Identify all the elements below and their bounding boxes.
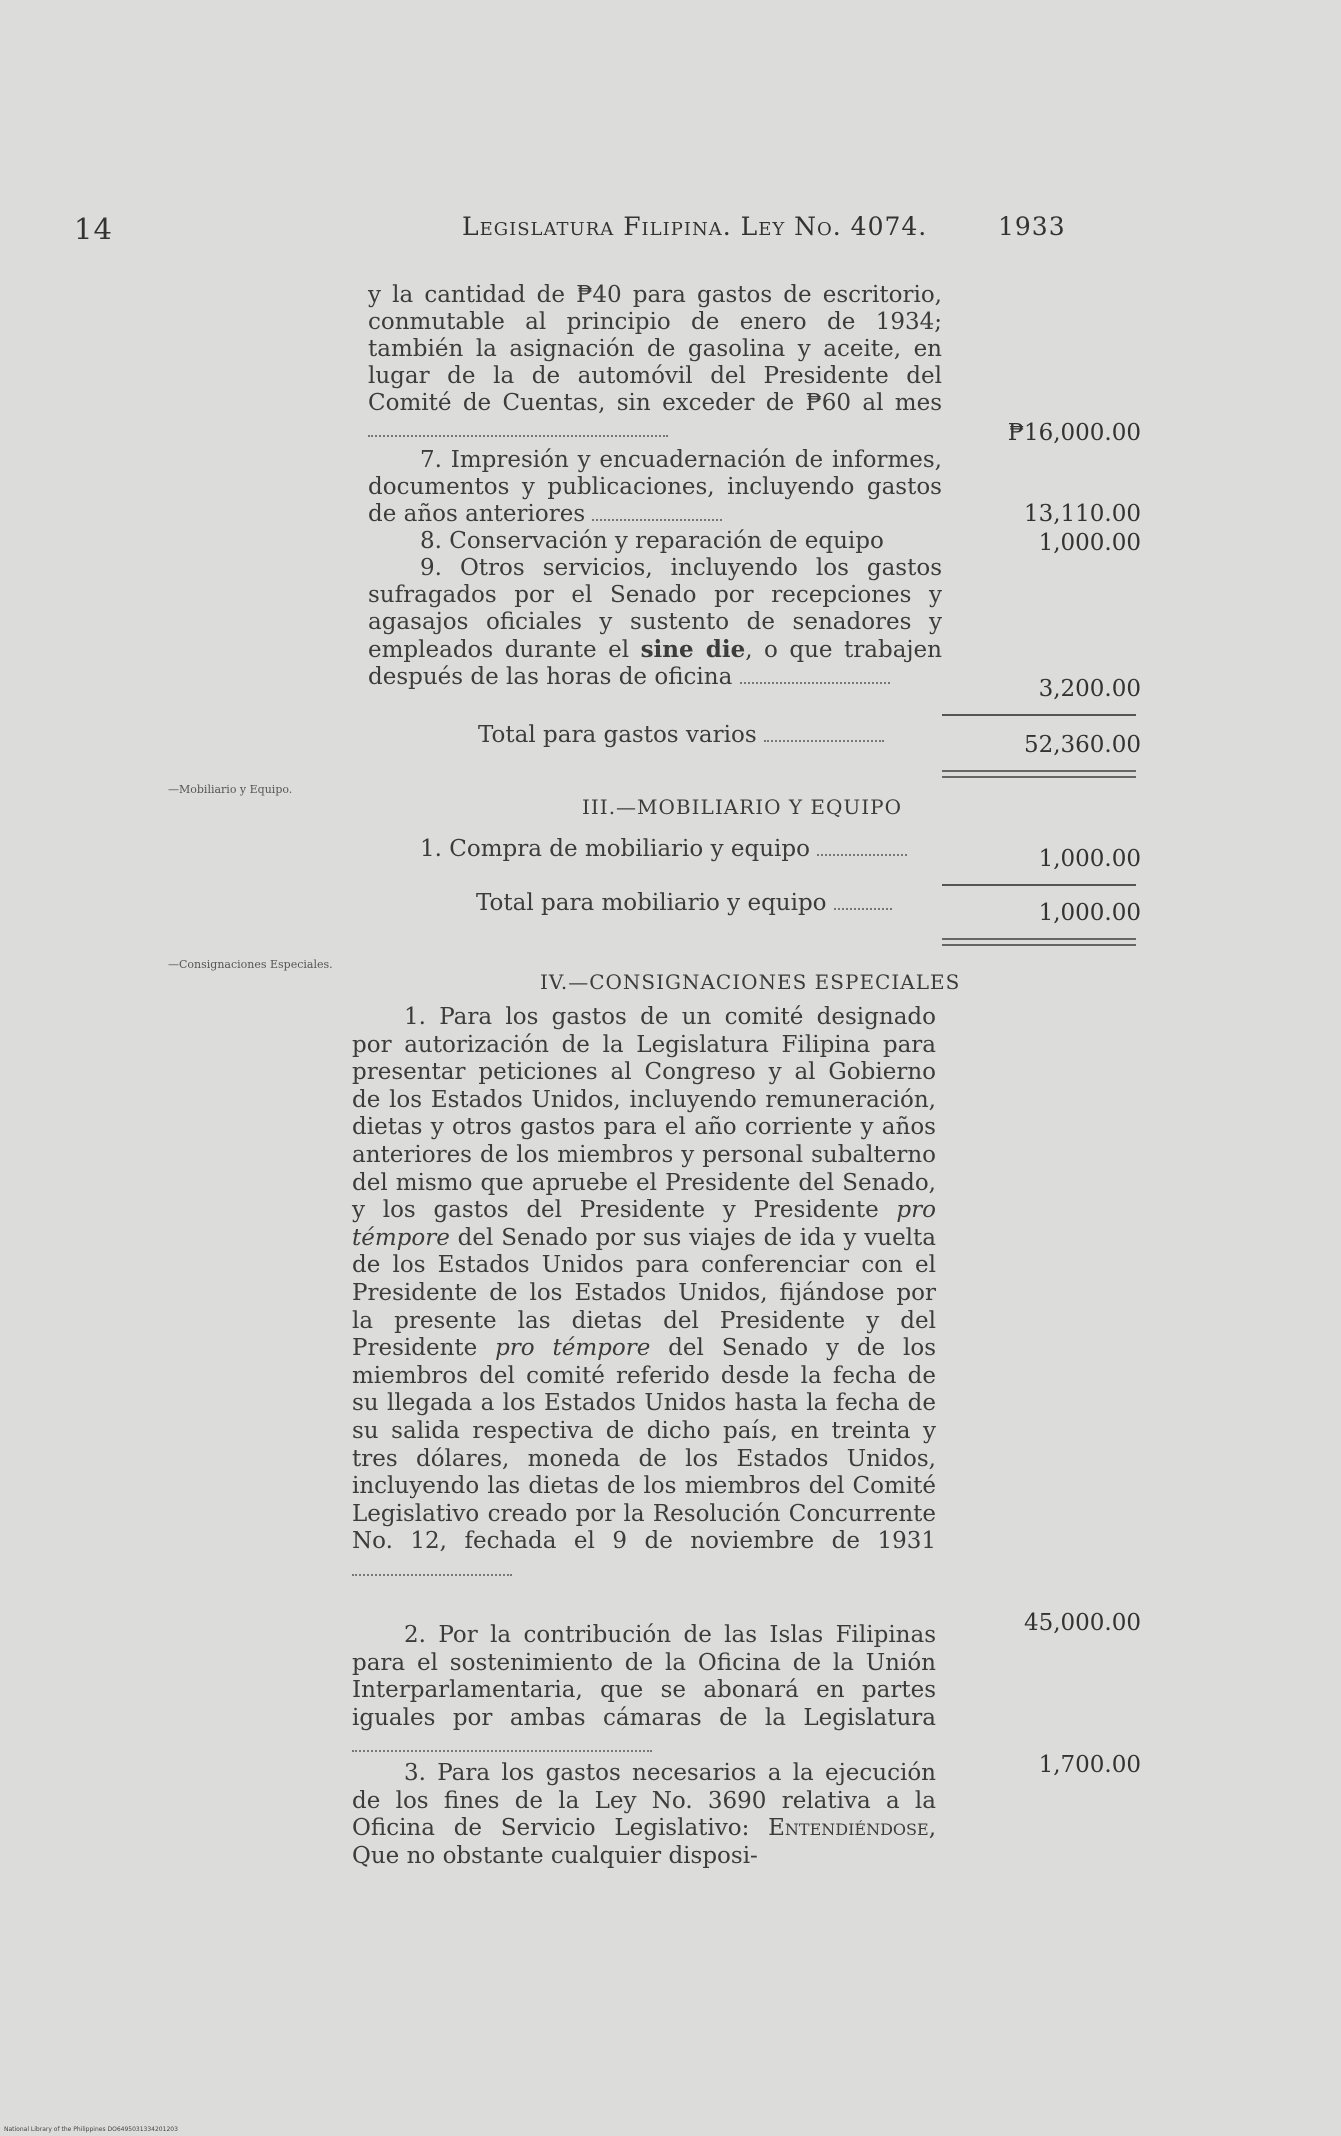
section-3-total [476,890,892,916]
total-varios-amount: 52,360.00 [1023,732,1141,758]
item-9-amount: 3,200.00 [1038,676,1141,702]
item-9-bold: sine die [640,636,746,663]
section-4-item-3-text-a: 3. Para los gastos necesarios a la ejecución de los fines de la Ley No. 3690 relativa a la Oficina de Servicio Legislativo: [352,1760,936,1842]
total-varios-label [478,722,884,748]
section-3-item-1-text: 1. Compra de mobiliario y equipo [420,836,810,862]
leader-dots [740,682,890,684]
item-7 [368,447,942,528]
section-4-item-3 [352,1760,936,1870]
section-4-heading: IV.—CONSIGNACIONES ESPECIALES [540,970,961,994]
item-9-text-b: , o que trabajen después de las horas de oficina [368,637,942,690]
leader-dots [592,519,722,521]
item-8 [368,528,942,555]
item-9-text-a: 9. Otros servicios, incluyendo los gastos sufragados por el Senado por recepciones y agasajos oficiales y sustento de senadores y empleados durante el [368,555,942,663]
margin-note-mobiliario: —Mobiliario y Equipo. [168,783,293,796]
running-year: 1933 [998,212,1066,241]
page-number: 14 [74,212,113,246]
section-4-item-1-text-b: del Senado por sus viajes de ida y vuelta de los Estados Unidos para conferenciar con el Presidente de los Estados Unidos, fijándose por la presente las dietas del Presidente y del Presidente [352,1224,936,1362]
total-varios-text: Total para gastos varios [478,722,757,748]
intro-text: y la cantidad de ₱40 para gastos de escritorio, conmutable al principio de enero de 1934; también la asignación de gasolina y aceite, en lugar de la de automóvil del Presidente del Comité de Cuentas, sin exceder de ₱60 al mes [368,282,942,416]
double-rule [942,770,1136,778]
item-9 [368,555,942,691]
item-7-text: 7. Impresión y encuadernación de informes, documentos y publicaciones, incluyendo gastos de años anteriores [368,447,942,527]
section-4-item-2-text: 2. Por la contribución de las Islas Filipinas para el sostenimiento de la Oficina de la Unión Interparlamentaria, que se abonará en partes iguales por ambas cámaras de la Legislatura [352,1622,936,1731]
section-4-item-2 [352,1622,936,1760]
leader-dots [368,435,668,437]
section-3-item-1 [420,836,907,862]
item-7-amount: 13,110.00 [1023,501,1141,527]
section-4-item-1-text-c: del Senado y de los miembros del comité referido desde la fecha de su llegada a los Estados Unidos hasta la fecha de su salida respectiva de dicho país, en treinta y tres dólares, moneda de los Estados Unidos, incluyendo las dietas de los miembros del Comité Legislativo creado por la Resolución Concurrente No. 12, fechada el 9 de noviembre de 1931 [352,1335,936,1555]
intro-amount: ₱16,000.00 [1007,420,1141,446]
section-4-item-1-italic-2: pro témpore [495,1335,651,1362]
leader-dots [352,1750,652,1752]
section-3-heading: III.—MOBILIARIO Y EQUIPO [582,795,903,819]
section-3-item-1-amount: 1,000.00 [1038,846,1141,872]
running-title: Legislatura Filipina. Ley No. 4074. [462,212,928,241]
double-rule [942,938,1136,946]
sum-rule [942,714,1136,716]
item-8-text: 8. Conservación y reparación de equipo [420,528,884,554]
section-4-item-1-italic-1: pro témpore [352,1197,936,1251]
leader-dots [834,908,892,910]
sum-rule [942,884,1136,886]
section-4-item-3-smallcaps: Entendiéndose [768,1815,929,1842]
section-4-item-3-text-b: , Que no obstante cualquier disposi- [352,1815,936,1869]
item-8-amount: 1,000.00 [1038,530,1141,556]
section-4-item-2-amount: 1,700.00 [1038,1752,1141,1778]
margin-note-consignaciones: —Consignaciones Especiales. [168,958,333,971]
section-4-item-1-amount: 45,000.00 [1023,1610,1141,1636]
section-3-total-amount: 1,000.00 [1038,900,1141,926]
section-3-total-text: Total para mobiliario y equipo [476,890,827,916]
intro-paragraph [368,282,942,444]
leader-dots [352,1574,512,1576]
footer-credit: National Library of the Philippines DO6495031334201203 [4,2126,178,2133]
section-4-item-1 [352,1004,936,1583]
section-4-item-1-text-a: 1. Para los gastos de un comité designado por autorización de la Legislatura Filipina para presentar peticiones al Congreso y al Gobierno de los Estados Unidos, incluyendo remuneración, dietas y otros gastos para el año corriente y años anteriores de los miembros y personal subalterno del mismo que apruebe el Presidente del Senado, y los gastos del Presidente y Presidente [352,1004,936,1224]
leader-dots [764,740,884,742]
leader-dots [817,854,907,856]
